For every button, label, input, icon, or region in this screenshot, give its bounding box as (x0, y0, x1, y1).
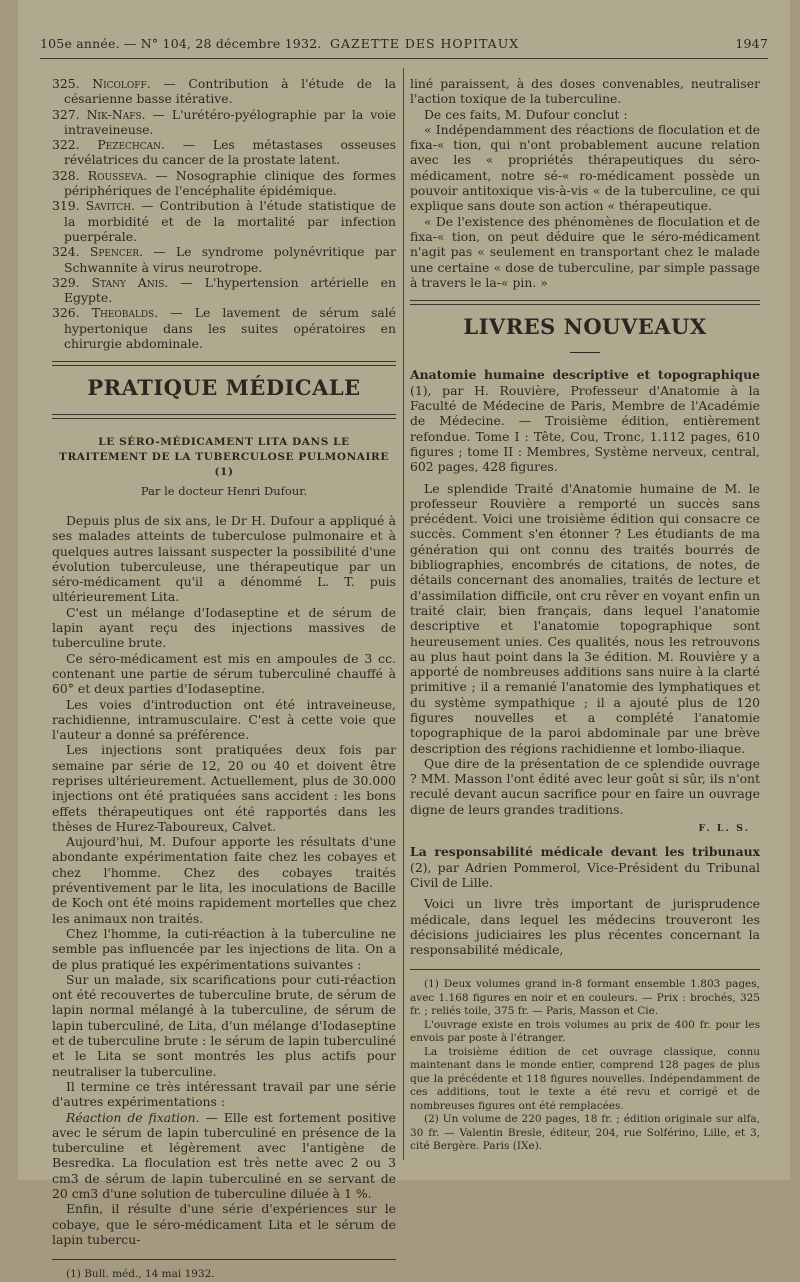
section-double-rule (52, 414, 396, 419)
article-paragraph: Les voies d'introduction ont été intraveineuse, rachidienne, intramusculaire. C'est à cette voie que l'auteur a donné sa préférence. (52, 696, 396, 743)
article-byline: Par le docteur Henri Dufour. (140, 483, 308, 498)
article-paragraph: Enfin, il résulte d'une série d'expériences sur le cobaye, que le séro-médicament Lita et le sérum de lapin tubercu- (52, 1201, 396, 1247)
fixation-label: Réaction de fixation. (66, 1109, 200, 1125)
article-paragraph: Ce séro-médicament est mis en ampoules de 3 cc. contenant une partie de sérum tuberculiné chauffé à 60° et deux parties d'Iodaseptine. (52, 650, 396, 697)
section-title-pratique: PRATIQUE MÉDICALE (87, 375, 361, 401)
left-column (52, 76, 396, 1282)
thesis-entry: 326. Theobalds. — Le lavement de sérum salé hypertonique dans les suites opératoires en chirurgie abdominale. (52, 305, 396, 352)
thesis-entry: 324. Spencer. — Le syndrome polynévritique par Schwannite à virus neurotrope. (52, 244, 396, 275)
book-entry-heading: Anatomie humaine descriptive et topographique (1), par H. Rouvière, Professeur d'Anatomie à la Faculté de Médecine de Paris, Membre de l'Académie de Médecine. — Troisième édition, entièrement refondue. Tome I : Tête, Cou, Tronc, 1.112 pages, 610 figures ; tome II : Membres, Système nerveux, central, 602 pages, 428 figures. (410, 367, 760, 475)
footnote: L'ouvrage existe en trois volumes au prix de 400 fr. pour les envois par poste à l'étranger. (410, 1018, 760, 1045)
article-title: LE SÉRO-MÉDICAMENT LITA DANS LE TRAITEMENT DE LA TUBERCULOSE PULMONAIRE (1) (59, 435, 389, 478)
footnote-rule (52, 1259, 396, 1260)
article-paragraph: Les injections sont pratiquées deux fois par semaine par série de 12, 20 ou 40 et doivent être reprises ultérieurement. Actuellement, plus de 30.000 injections ont été pratiquées sans accident : les bons effets thérapeutiques ont été rapportés dans les thèses de Hurez-Taboureux, Calvet. (52, 742, 396, 834)
thesis-entry: 319. Savitch. — Contribution à l'étude statistique de la morbidité et de la mortalité par infection puerpérale. (52, 198, 396, 244)
thesis-entry: 325. Nicoloff. — Contribution à l'étude de la césarienne basse itérative. (52, 76, 396, 107)
review-paragraph: Le splendide Traité d'Anatomie humaine de M. le professeur Rouvière a remporté un succès sans précédent. Voici une troisième édition qui consacre ce succès. Comment s'en étonner ? Les étudiants de ma génération qui ont connu des traités bourrés de bibliographies, encombrés de citations, de notes, de détails concernant des anomalies, traités de lecture et d'assimilation difficile, ont cru rêver en voyant enfin un traité clair, bien français, dans lequel l'anatomie descriptive et l'anatomie topographique sont heureusement unies. Ces qualités, nous les retrouvons au plus haut point dans la 3e édition. M. Rouvière y a apporté de nombreuses additions sans nuire à la clarté primitive ; il a remanié l'anatomie des lymphatiques et du système sympathique ; il a ajouté plus de 120 figures nouvelles et a complété l'anatomie topographique de la paroi abdominale par une brève description des régions rachidienne et lombo-iliaque. (410, 480, 760, 756)
thesis-entry: 322. Pezechcan. — Les métastases osseuses révélatrices du cancer de la prostate latent. (52, 137, 396, 168)
article-continuation: liné paraissent, à des doses convenables, neutraliser l'action toxique de la tuberculine. (410, 76, 760, 107)
header-rule (40, 58, 768, 59)
footnote: (1) Deux volumes grand in-8 formant ensemble 1.803 pages, avec 1.168 figures en noir et en couleurs. — Prix : brochés, 325 fr. ; reliés toile, 375 fr. — Paris, Masson et Cie. (410, 978, 760, 1018)
article-paragraph: Réaction de fixation. — Elle est fortement positive avec le sérum de lapin tuberculiné en présence de la tuberculine et légèrement avec l'antigène de Besredka. La floculation est très nette avec 2 ou 3 cm3 de sérum de lapin tuberculiné en se servant de 20 cm3 d'une solution de tuberculine diluée à 1 %. (52, 1109, 396, 1201)
article-paragraph: C'est un mélange d'Iodaseptine et de sérum de lapin ayant reçu des injections massives de tuberculine brute. (52, 604, 396, 651)
section-title-livres: LIVRES NOUVEAUX (463, 314, 707, 340)
section-double-rule (410, 300, 760, 305)
section-double-rule (52, 361, 396, 366)
article-paragraph: De ces faits, M. Dufour conclut : (424, 106, 628, 122)
article-paragraph: Sur un malade, six scarifications pour cuti-réaction ont été recouvertes de tuberculine brute, de sérum de lapin normal mélangé à la tuberculine, de sérum de lapin tuberculiné, de Lita, d'un mélange d'Iodaseptine et de tuberculine brute : le sérum de lapin tuberculiné et le Lita se sont montrés les plus actifs pour neutraliser la tuberculine. (52, 971, 396, 1079)
quotation: « Indépendamment des réactions de floculation et de fixa-« tion, qui n'ont probablement aucune relation avec les « propriétés thérapeutiques du séro-médicament, notre sé-« ro-médicament possède un pouvoir antitoxique vis-à-vis « de la tuberculine, ce qui explique sans doute son action « thérapeutique. (410, 121, 760, 214)
thesis-entry: 328. Rousseva. — Nosographie clinique des formes périphériques de l'encéphalite épidémique. (52, 167, 396, 199)
newspaper-page (18, 0, 790, 1281)
article-paragraph: Chez l'homme, la cuti-réaction à la tuberculine ne semble pas influencée par les injections de lita. On a de plus pratiqué les expérimentations suivantes : (52, 925, 396, 972)
right-column (410, 76, 760, 1154)
page-header (40, 36, 768, 58)
page-number: 1947 (735, 36, 768, 51)
footnote: (2) Un volume de 220 pages, 18 fr. ; édition originale sur alfa, 30 fr. — Valentin Bresle, éditeur, 204, rue Solférino, Lille, et 3, cité Bergère. Paris (IXe). (410, 1113, 760, 1153)
book-title: La responsabilité médicale devant les tribunaux (410, 844, 760, 860)
title-underline (570, 352, 600, 353)
reviewer-signature: F. L. S. (698, 823, 750, 835)
journal-title: GAZETTE DES HOPITAUX (330, 36, 520, 51)
quotation: « De l'existence des phénomènes de floculation et de fixa-« tion, on peut déduire que le séro-médicament n'agit pas « seulement en transportant chez le malade une certaine « dose de tuberculine, par simple passage à travers le la-« pin. » (410, 213, 760, 290)
book-title: Anatomie humaine descriptive et topographique (410, 367, 760, 383)
article-paragraph: Depuis plus de six ans, le Dr H. Dufour a appliqué à ses malades atteints de tuberculose pulmonaire et à quelques autres laissant suspecter la possibilité d'une évolution tuberculeuse, une thérapeutique par un séro-médicament qu'il a dénommé L. T. puis ultérieurement Lita. (52, 512, 396, 605)
footnote: La troisième édition de cet ouvrage classique, connu maintenant dans le monde entier, comprend 128 pages de plus que la précédente et 118 figures nouvelles. Indépendamment de ces additions, tout le texte a été revu et corrigé et de nombreuses figures ont été remplacées. (410, 1045, 760, 1112)
issue-info: 105e année. — N° 104, 28 décembre 1932. (40, 36, 322, 51)
thesis-entry: 329. Stany Anis. — L'hypertension artérielle en Egypte. (52, 274, 396, 306)
book-entry-heading: La responsabilité médicale devant les tribunaux (2), par Adrien Pommerol, Vice-Président du Tribunal Civil de Lille. (410, 844, 760, 890)
column-divider (403, 68, 404, 1160)
review-paragraph: Que dire de la présentation de ce splendide ouvrage ? MM. Masson l'ont édité avec leur goût si sûr, ils n'ont reculé devant aucun sacrifice pour en faire un ouvrage digne de leurs grandes traditions. (410, 755, 760, 817)
article-paragraph: Aujourd'hui, M. Dufour apporte les résultats d'une abondante expérimentation faite chez les cobayes et chez l'homme. Chez des cobayes traités préventivement par le lita, les inoculations de Bacille de Koch ont été moins rapidement mortelles que chez les animaux non traités. (52, 834, 396, 926)
thesis-list (52, 76, 396, 351)
article-paragraph: Il termine ce très intéressant travail par une série d'autres expérimentations : (52, 1078, 396, 1110)
thesis-entry: 327. Nik-Nafs. — L'urétéro-pyélographie par la voie intraveineuse. (52, 106, 396, 137)
footnote: (1) Bull. méd., 14 mai 1932. (66, 1268, 215, 1281)
review-paragraph: Voici un livre très important de jurisprudence médicale, dans lequel les médecins trouveront les décisions judiciaires les plus récentes concernant la responsabilité médicale, (410, 896, 760, 958)
footnote-rule (410, 969, 760, 970)
